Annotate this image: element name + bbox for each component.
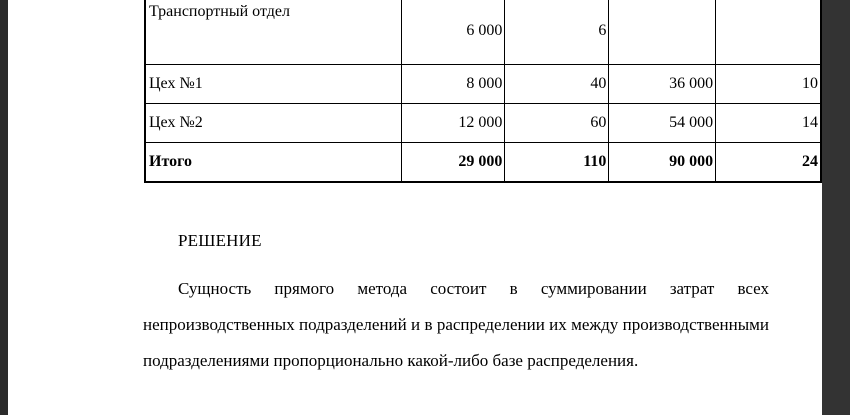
table-cell: 90 000 <box>609 143 716 183</box>
row-name-cell: Цех №2 <box>145 104 401 143</box>
cost-table <box>144 0 822 183</box>
table-cell: 10 <box>716 65 821 104</box>
solution-paragraph: Сущность прямого метода состоит в суммировании затрат всех непроизводственных подразделений и в распределении их между производственными подразделениями пропорционально какой-либо базе распределения. <box>143 279 769 370</box>
document-page <box>8 0 822 415</box>
table-cell: 6 <box>505 0 609 65</box>
table-cell: 110 <box>505 143 609 183</box>
table-row <box>145 104 821 143</box>
table-cell: 8 000 <box>401 65 504 104</box>
table-cell: 12 000 <box>401 104 504 143</box>
table-row <box>145 0 821 65</box>
table-cell: 60 <box>505 104 609 143</box>
table-row <box>145 65 821 104</box>
left-border-strip <box>0 0 8 415</box>
right-border-strip <box>822 0 850 415</box>
table-cell: 24 <box>716 143 821 183</box>
table-cell <box>716 0 821 65</box>
table-cell: 6 000 <box>401 0 504 65</box>
table-cell: 14 <box>716 104 821 143</box>
table-cell: 36 000 <box>609 65 716 104</box>
table-total-row <box>145 143 821 183</box>
table-cell <box>609 0 716 65</box>
row-name-cell: Транспортный отдел <box>145 0 401 65</box>
solution-heading: РЕШЕНИЕ <box>178 231 262 250</box>
row-name-cell: Цех №1 <box>145 65 401 104</box>
row-name-cell: Итого <box>145 143 401 183</box>
table-cell: 54 000 <box>609 104 716 143</box>
table-cell: 29 000 <box>401 143 504 183</box>
table-cell: 40 <box>505 65 609 104</box>
